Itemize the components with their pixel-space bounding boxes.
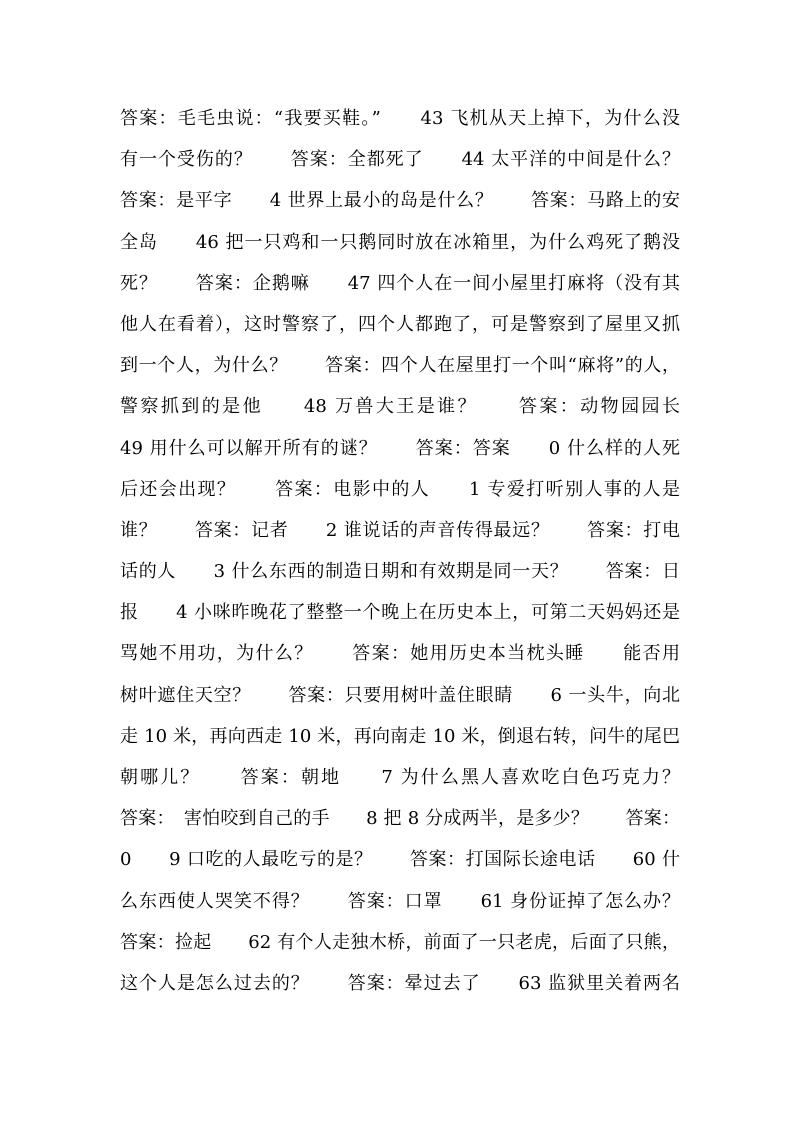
text-line: 树叶遮住天空？ 答案：只要用树叶盖住眼睛 6 一头牛，向北: [120, 684, 680, 706]
text-line: 0 9 口吃的人最吃亏的是？ 答案：打国际长途电话 60 什: [120, 849, 680, 871]
text-line: 答案：捡起 62 有个人走独木桥，前面了一只老虎，后面了只熊，: [120, 931, 680, 953]
text-line: 49 用什么可以解开所有的谜？ 答案：答案 0 什么样的人死: [120, 437, 680, 459]
text-line: 报 4 小咪昨晚花了整整一个晚上在历史本上，可第二天妈妈还是: [120, 602, 680, 624]
text-line: 答案： 害怕咬到自己的手 8 把 8 分成两半，是多少？ 答案：: [120, 808, 680, 830]
text-line: 死？ 答案：企鹅嘛 47 四个人在一间小屋里打麻将（没有其: [120, 272, 680, 294]
text-line: 后还会出现？ 答案：电影中的人 1 专爱打听别人事的人是: [120, 478, 680, 500]
text-line: 有一个受伤的？ 答案：全都死了 44 太平洋的中间是什么？: [120, 149, 680, 171]
text-line: 朝哪儿？ 答案：朝地 7 为什么黑人喜欢吃白色巧克力？: [120, 767, 680, 788]
text-line: 谁？ 答案：记者 2 谁说话的声音传得最远？ 答案：打电: [120, 519, 680, 541]
text-line: 话的人 3 什么东西的制造日期和有效期是同一天？ 答案：日: [120, 561, 680, 583]
text-line: 答案：毛毛虫说：“我要买鞋。” 43 飞机从天上掉下，为什么没: [120, 108, 680, 129]
text-line: 他人在看着），这时警察了，四个人都跑了，可是警察到了屋里又抓: [120, 313, 680, 335]
text-line: 答案：是平字 4 世界上最小的岛是什么？ 答案：马路上的安: [120, 190, 680, 212]
text-line: 到一个人，为什么？ 答案：四个人在屋里打一个叫“麻将”的人，: [120, 355, 680, 377]
text-line: 警察抓到的是他 48 万兽大王是谁？ 答案：动物园园长: [120, 396, 680, 418]
text-line: 么东西使人哭笑不得？ 答案：口罩 61 身份证掉了怎么办？: [120, 890, 680, 912]
text-line: 骂她不用功，为什么？ 答案：她用历史本当枕头睡 能否用: [120, 643, 680, 665]
text-line: 这个人是怎么过去的？ 答案：晕过去了 63 监狱里关着两名: [120, 972, 680, 994]
document-body: [120, 98, 680, 1004]
text-line: 全岛 46 把一只鸡和一只鹅同时放在冰箱里，为什么鸡死了鹅没: [120, 231, 680, 253]
text-line: 走 10 米，再向西走 10 米，再向南走 10 米，倒退右转，问牛的尾巴: [120, 725, 680, 747]
